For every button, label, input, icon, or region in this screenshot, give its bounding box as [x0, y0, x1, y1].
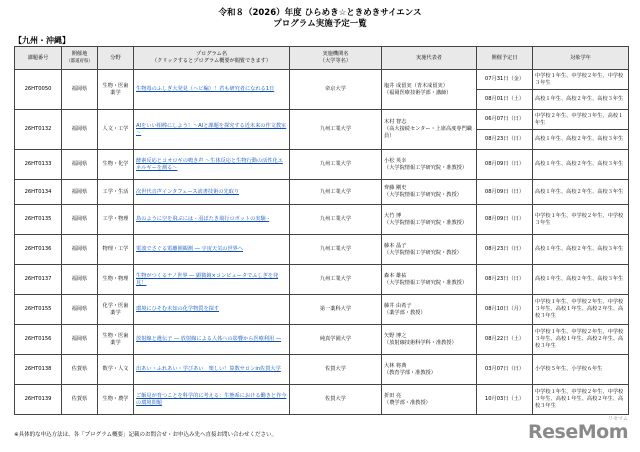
- program-name-cell: [134, 235, 290, 265]
- table-row: [15, 150, 629, 180]
- program-link[interactable]: 酵素反応とコオロギの鳴き声 ～生体反応と生物行動の活性化エネルギーを測る～: [136, 157, 283, 171]
- prefecture: 佐賀県: [62, 355, 98, 385]
- program-id: 26HT0136: [15, 235, 62, 265]
- program-link[interactable]: 次世代音声インタフェース読書技術の先取り: [136, 188, 240, 195]
- field: 生物・化学: [98, 150, 134, 180]
- event-date: 08月09日（日）: [477, 150, 533, 180]
- field: 生物・物理: [98, 265, 134, 295]
- table-row: [15, 385, 629, 415]
- program-id: 26HT0050: [15, 70, 62, 110]
- target-grades: 中学校１年生、中学校２年生、中学校３年生、高校１年生、高校２年生、高校３年生: [533, 385, 629, 415]
- program-name-cell: [134, 205, 290, 235]
- institution: 帝京大学: [290, 70, 382, 110]
- program-id: 26HT0138: [15, 355, 62, 385]
- program-name-cell: [134, 385, 290, 415]
- representative: 齊藤 剛史 （大学院情報工学研究院・教授）: [382, 180, 477, 205]
- table-row: [15, 355, 629, 385]
- col-header-institution: 実施機関名 （大学等名）: [290, 47, 382, 70]
- table-row: [15, 325, 629, 355]
- target-grades: 高校１年生、高校２年生、高校３年生: [533, 265, 629, 295]
- table-row: [15, 295, 629, 325]
- institution: 九州工業大学: [290, 235, 382, 265]
- table-row: [15, 265, 629, 295]
- program-id: 26HT0134: [15, 180, 62, 205]
- col-header-grades: 対象学年: [533, 47, 629, 70]
- program-link[interactable]: 電波でさぐる電離圏観測 ― 宇宙天気の世界へ: [136, 246, 244, 252]
- col-header-rep: 実施代表者: [382, 47, 477, 70]
- institution: 佐賀大学: [290, 385, 382, 415]
- target-grades: 小学校５年生、小学校６年生: [533, 355, 629, 385]
- prefecture: 福岡県: [62, 110, 98, 150]
- col-header-program: プログラム名 （クリックするとプログラム概要が閲覧できます）: [134, 47, 290, 70]
- program-name-cell: [134, 180, 290, 205]
- representative: 森本 雄祐 （大学院情報工学研究院・准教授）: [382, 265, 477, 295]
- program-name-cell: [134, 295, 290, 325]
- representative: 木村 智志 （高大接続センター・上席高度専門職員）: [382, 110, 477, 150]
- institution: 純真学園大学: [290, 325, 382, 355]
- resemom-logo: ReseMom: [528, 421, 628, 443]
- prefecture: 福岡県: [62, 295, 98, 325]
- representative: 小松 英幸 （大学院情報工学研究院・准教授）: [382, 150, 477, 180]
- field: 工学・生活: [98, 180, 134, 205]
- event-date: 03月07日（日）: [477, 355, 533, 385]
- event-date: 06月07日（日）: [477, 110, 533, 130]
- prefecture: 福岡県: [62, 70, 98, 110]
- footer-note: ※具体的な申込方法は、各「プログラム概要」記載のお問合せ・お申込み先へ直接お問い合わせください。: [14, 432, 278, 438]
- table-row: [15, 235, 629, 265]
- field: 数学・人文: [98, 355, 134, 385]
- representative: 大竹 博 （大学院情報工学研究院・准教授）: [382, 205, 477, 235]
- institution: 九州工業大学: [290, 110, 382, 150]
- logo-kana: リセマム: [608, 416, 628, 422]
- event-date: 08月23日（日）: [477, 265, 533, 295]
- institution: 九州工業大学: [290, 150, 382, 180]
- col-header-id: 課題番号: [15, 47, 62, 70]
- target-grades: 中学校１年生、中学校２年生、中学校３年生、高校１年生、高校２年生、高校３年生: [533, 325, 629, 355]
- program-id: 26HT0137: [15, 265, 62, 295]
- program-link[interactable]: AIをいい相棒にしよう！～AIと課題を探究する近未来の作文教室～: [136, 122, 287, 136]
- representative: 折田 亮 （農学部・准教授）: [382, 385, 477, 415]
- event-date: 08月09日（日）: [477, 205, 533, 235]
- program-id: 26HT0155: [15, 295, 62, 325]
- table-header-row: [15, 47, 629, 70]
- prefecture: 福岡県: [62, 150, 98, 180]
- target-grades: 中学校１年生、中学校２年生、中学校３年生、高校１年生、高校２年生、高校３年生: [533, 295, 629, 325]
- table-row: [15, 180, 629, 205]
- event-date: 08月22日（土）: [477, 325, 533, 355]
- institution: 九州工業大学: [290, 180, 382, 205]
- program-id: 26HT0132: [15, 110, 62, 150]
- institution: 九州工業大学: [290, 205, 382, 235]
- target-grades: 高校１年生、高校２年生、高校３年生: [533, 90, 629, 110]
- institution: 第一薬科大学: [290, 295, 382, 325]
- target-grades: 中学校１年生、中学校２年生、中学校３年生: [533, 205, 629, 235]
- representative: 藤井 由希子 （薬学部・教授）: [382, 295, 477, 325]
- target-grades: 高校１年生、高校２年生、高校３年生: [533, 130, 629, 150]
- target-grades: 中学校１年生、中学校２年生、中学校３年生: [533, 70, 629, 90]
- field: 人文・工学: [98, 110, 134, 150]
- field: 生物・農学: [98, 385, 134, 415]
- program-name-cell: [134, 110, 290, 150]
- field: 工学・物理: [98, 205, 134, 235]
- page-title: 令和８（2026）年度 ひらめき☆ときめきサイエンス: [218, 8, 422, 18]
- program-id: 26HT0156: [15, 325, 62, 355]
- field: 生物・医歯薬学: [98, 70, 134, 110]
- program-id: 26HT0139: [15, 385, 62, 415]
- program-table: [14, 46, 629, 415]
- event-date: 08月23日（日）: [477, 235, 533, 265]
- table-row: [15, 110, 629, 130]
- col-header-field: 分野: [98, 47, 134, 70]
- institution: 佐賀大学: [290, 355, 382, 385]
- program-name-cell: [134, 265, 290, 295]
- target-grades: 高校１年生、高校２年生、高校３年生: [533, 235, 629, 265]
- event-date: 10月03日（土）: [477, 385, 533, 415]
- field: 物理・工学: [98, 235, 134, 265]
- representative: 矢野 博之 （放射線技術科学科・准教授）: [382, 325, 477, 355]
- program-id: 26HT0135: [15, 205, 62, 235]
- col-header-pref: 開催地 （都道府県）: [62, 47, 98, 70]
- table-row: [15, 70, 629, 90]
- program-name-cell: [134, 150, 290, 180]
- event-date: 08月23日（日）: [477, 130, 533, 150]
- event-date: 07月31日（金）: [477, 70, 533, 90]
- program-name-cell: [134, 355, 290, 385]
- program-id: 26HT0133: [15, 150, 62, 180]
- program-link[interactable]: ご飯見が育つことを科学的に考える：生態系における働きと作今の環境問題: [136, 392, 287, 406]
- page-subtitle: プログラム実施予定一覧: [273, 19, 367, 29]
- institution: 九州工業大学: [290, 265, 382, 295]
- program-name-cell: [134, 325, 290, 355]
- event-date: 08月10日（月）: [477, 295, 533, 325]
- program-link[interactable]: 放射線と遺伝子 ― 放射線による人体への影響から医療利用 ―: [136, 336, 282, 342]
- program-link[interactable]: 生物毒のふしぎ大発見（ヘビ編）！君も研究者になれる1日: [136, 86, 275, 92]
- prefecture: 福岡県: [62, 265, 98, 295]
- prefecture: 福岡県: [62, 180, 98, 205]
- representative: 塩井 成留実（青木成留実） （福岡医療技術学部・講師）: [382, 70, 477, 110]
- region-label: 【九州・沖縄】: [14, 36, 70, 45]
- program-link[interactable]: 生物がつくるナノ世界 ― 顕微鏡×コンピュータでふしぎを発見！: [136, 272, 279, 286]
- target-grades: 中学校２年生、中学校３年生、高校１年生: [533, 110, 629, 130]
- field: 生物・医歯薬学: [98, 325, 134, 355]
- event-date: 08月01日（土）: [477, 90, 533, 110]
- representative: 藤本 晶子 （大学院情報工学研究院・教授）: [382, 235, 477, 265]
- prefecture: 福岡県: [62, 235, 98, 265]
- target-grades: 高校１年生、高校２年生、高校３年生: [533, 180, 629, 205]
- event-date: 08月09日（日）: [477, 180, 533, 205]
- prefecture: 福岡県: [62, 325, 98, 355]
- prefecture: 佐賀県: [62, 385, 98, 415]
- target-grades: 高校１年生、高校２年生、高校３年生: [533, 150, 629, 180]
- program-link[interactable]: 出あい・ふれあい・学びあい 楽しい！算数サロンin佐賀大学: [136, 366, 281, 372]
- col-header-date: 開催予定日: [477, 47, 533, 70]
- representative: 大林 将典 （教育学部・准教授）: [382, 355, 477, 385]
- program-link[interactable]: 環境にひそむ未知の化学物質を探す: [136, 306, 220, 312]
- program-link[interactable]: 鳥のように空を飛ぶには - 羽ばたき飛行ロボットの実験 -: [136, 216, 270, 222]
- field: 化学・医歯薬学: [98, 295, 134, 325]
- program-name-cell: [134, 70, 290, 110]
- prefecture: 福岡県: [62, 205, 98, 235]
- table-row: [15, 205, 629, 235]
